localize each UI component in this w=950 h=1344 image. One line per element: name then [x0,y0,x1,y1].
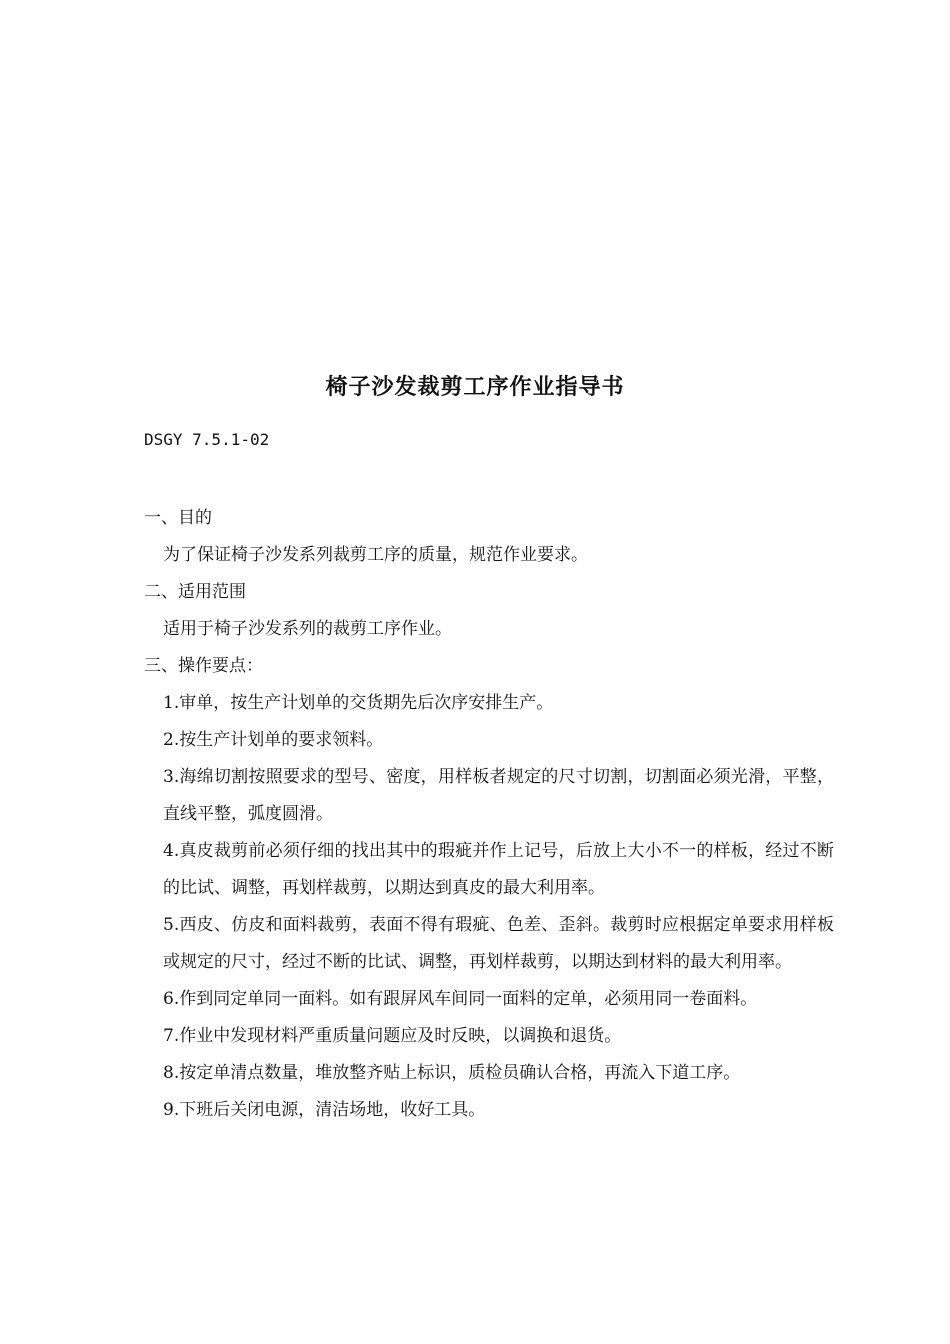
section-heading-key-points: 三、操作要点： [144,656,263,676]
section-heading-scope: 二、适用范围 [144,582,246,602]
document-code: DSGY 7.5.1-02 [144,430,270,449]
list-item: 7.作业中发现材料严重质量问题应及时反映，以调换和退货。 [163,1026,622,1046]
key-points-list [144,685,834,1129]
list-item: 6.作到同定单同一面料。如有跟屏风车间同一面料的定单，必须用同一卷面料。 [163,989,758,1009]
list-item: 9.下班后关闭电源，清洁场地，收好工具。 [163,1100,486,1120]
section-text-scope: 适用于椅子沙发系列的裁剪工序作业。 [163,619,452,639]
list-item: 3.海绵切割按照要求的型号、密度，用样板者规定的尺寸切割，切割面必须光滑，平整，直线平整，弧度圆滑。 [163,767,834,824]
list-item: 2.按生产计划单的要求领料。 [163,730,384,750]
list-item: 8.按定单清点数量，堆放整齐贴上标识，质检员确认合格，再流入下道工序。 [163,1063,741,1083]
document-title: 椅子沙发裁剪工序作业指导书 [325,375,625,400]
list-item: 1.审单，按生产计划单的交货期先后次序安排生产。 [163,693,554,713]
list-item: 5.西皮、仿皮和面料裁剪，表面不得有瑕疵、色差、歪斜。裁剪时应根据定单要求用样板或规定的尺寸，经过不断的比试、调整，再划样裁剪，以期达到材料的最大利用率。 [163,915,834,972]
section-heading-purpose: 一、目的 [144,508,212,528]
document-body [144,500,834,1129]
list-item: 4.真皮裁剪前必须仔细的找出其中的瑕疵并作上记号，后放上大小不一的样板，经过不断的比试、调整，再划样裁剪，以期达到真皮的最大利用率。 [163,841,834,898]
section-text-purpose: 为了保证椅子沙发系列裁剪工序的质量，规范作业要求。 [163,545,588,565]
